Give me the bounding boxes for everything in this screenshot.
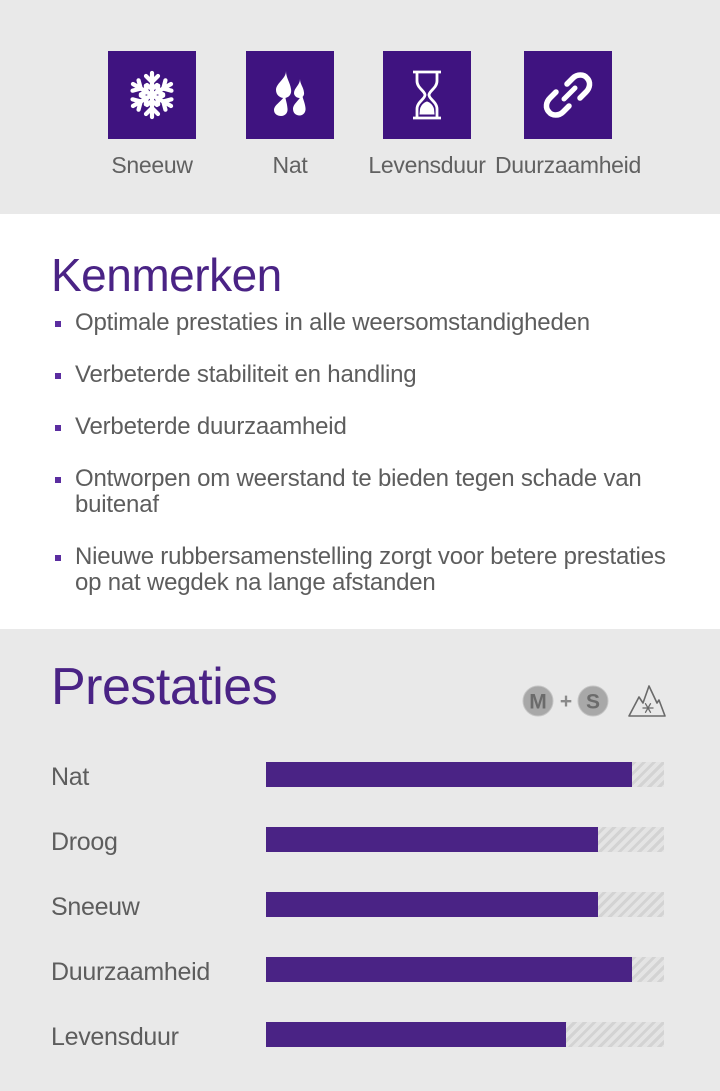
water-drops-icon: [264, 69, 316, 121]
rating-bar-fill: [266, 957, 632, 982]
bullet-icon: [55, 477, 61, 483]
kenmerken-list: [54, 310, 694, 622]
list-item-text: Ontworpen om weerstand te bieden tegen schade van buitenaf: [75, 465, 642, 518]
rating-row-duurzaamheid: [51, 954, 671, 994]
list-item-text: Verbeterde duurzaamheid: [75, 413, 347, 440]
prestaties-section: [0, 629, 720, 1091]
list-item-text: Optimale prestaties in alle weersomstandigheden: [75, 309, 590, 336]
snowflake-icon: [126, 69, 178, 121]
feature-wet: [215, 51, 365, 179]
feature-label: Duurzaamheid: [495, 152, 641, 178]
ms-badge-m: M: [529, 690, 547, 714]
feature-durability: [493, 51, 643, 179]
feature-lifetime: [352, 51, 502, 179]
rating-bar-track: [266, 827, 664, 852]
list-item: [54, 544, 694, 596]
feature-label: Levensduur: [368, 152, 486, 178]
feature-tile: [383, 51, 471, 139]
rating-label: Duurzaamheid: [51, 958, 210, 986]
rating-bar-track: [266, 957, 664, 982]
chain-link-icon: [542, 69, 594, 121]
rating-row-sneeuw: [51, 889, 671, 929]
rating-label: Nat: [51, 763, 90, 791]
list-item: [54, 362, 694, 388]
bullet-icon: [55, 425, 61, 431]
bullet-icon: [55, 373, 61, 379]
rating-row-droog: [51, 824, 671, 864]
feature-snow: [77, 51, 227, 179]
feature-tile: [246, 51, 334, 139]
kenmerken-section: [0, 214, 720, 629]
ms-badge-s: S: [585, 690, 601, 714]
kenmerken-title: Kenmerken: [51, 249, 282, 301]
rating-label: Droog: [51, 828, 118, 856]
rating-bar-track: [266, 1022, 664, 1047]
three-peak-mountain-snowflake-icon: [628, 683, 666, 719]
feature-tile: [108, 51, 196, 139]
rating-bar-fill: [266, 827, 598, 852]
list-item: [54, 466, 694, 518]
bullet-icon: [55, 555, 61, 561]
mud-snow-badge-icon: [522, 685, 610, 717]
list-item-text: Nieuwe rubbersamenstelling zorgt voor betere prestaties op nat wegdek na lange afstanden: [75, 543, 666, 596]
feature-label: Sneeuw: [111, 152, 193, 178]
list-item: [54, 414, 694, 440]
bullet-icon: [55, 321, 61, 327]
rating-bar-fill: [266, 762, 632, 787]
feature-tile: [524, 51, 612, 139]
feature-label: Nat: [272, 152, 308, 178]
hourglass-icon: [401, 69, 453, 121]
rating-bar-fill: [266, 1022, 566, 1047]
rating-bar-track: [266, 892, 664, 917]
rating-label: Levensduur: [51, 1023, 179, 1051]
list-item-text: Verbeterde stabiliteit en handling: [75, 361, 417, 388]
rating-row-levensduur: [51, 1019, 671, 1059]
list-item: [54, 310, 694, 336]
rating-bar-fill: [266, 892, 598, 917]
rating-row-nat: [51, 759, 671, 799]
feature-icons-section: [0, 0, 720, 214]
rating-bar-track: [266, 762, 664, 787]
ms-badge-plus: +: [559, 690, 573, 713]
prestaties-title: Prestaties: [51, 658, 278, 716]
rating-label: Sneeuw: [51, 893, 140, 921]
